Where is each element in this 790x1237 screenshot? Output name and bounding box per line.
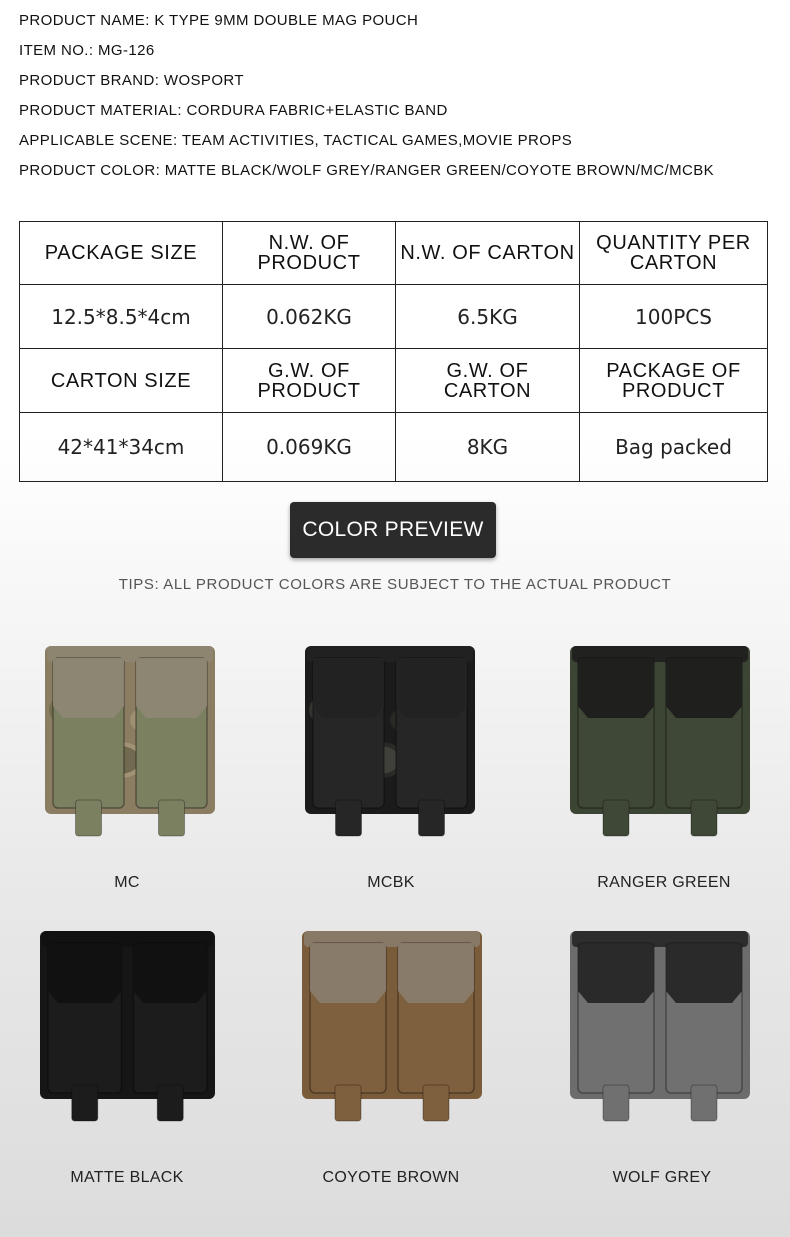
pull-tab [603, 800, 629, 836]
tips-text: TIPS: ALL PRODUCT COLORS ARE SUBJECT TO THE ACTUAL PRODUCT [118, 576, 672, 593]
product-image-mc [40, 640, 220, 840]
pull-tab [603, 1085, 629, 1121]
value-nw-product: 0.062KG [223, 285, 396, 349]
mag-cap [666, 658, 742, 718]
mag-cap [578, 943, 654, 1003]
color-label-coyote-brown: COYOTE BROWN [322, 1169, 460, 1186]
mag-cap [310, 943, 386, 1003]
mag-cap [53, 658, 124, 718]
pull-tab [419, 800, 445, 836]
value-quantity-per-carton: 100PCS [580, 285, 768, 349]
spec-material: PRODUCT MATERIAL: CORDURA FABRIC+ELASTIC BAND [19, 102, 448, 119]
table-row [20, 285, 768, 349]
header-nw-product: N.W. OF PRODUCT [223, 222, 396, 285]
value-package-of-product: Bag packed [580, 413, 768, 482]
mag-cap [48, 943, 122, 1003]
spec-product-name: PRODUCT NAME: K TYPE 9MM DOUBLE MAG POUCH [19, 12, 419, 29]
header-gw-product: G.W. OF PRODUCT [223, 349, 396, 413]
header-package-of-product: PACKAGE OF PRODUCT [580, 349, 768, 413]
spec-brand: PRODUCT BRAND: WOSPORT [19, 72, 244, 89]
mag-cap [578, 658, 654, 718]
color-label-matte-black: MATTE BLACK [70, 1169, 184, 1186]
header-nw-carton: N.W. OF CARTON [396, 222, 580, 285]
value-carton-size: 42*41*34cm [20, 413, 223, 482]
color-preview-button[interactable]: COLOR PREVIEW [290, 502, 496, 558]
color-label-mcbk: MCBK [367, 874, 415, 891]
value-gw-carton: 8KG [396, 413, 580, 482]
table-row [20, 349, 768, 413]
pull-tab [157, 1085, 183, 1121]
mag-cap [136, 658, 207, 718]
spec-item-no: ITEM NO.: MG-126 [19, 42, 155, 59]
pull-tab [72, 1085, 98, 1121]
product-specs [19, 6, 714, 186]
table-row [20, 222, 768, 285]
spec-scene: APPLICABLE SCENE: TEAM ACTIVITIES, TACTICAL GAMES,MOVIE PROPS [19, 132, 573, 149]
color-label-ranger-green: RANGER GREEN [597, 874, 731, 891]
package-table [19, 221, 768, 482]
spec-color: PRODUCT COLOR: MATTE BLACK/WOLF GREY/RANGER GREEN/COYOTE BROWN/MC/MCBK [19, 162, 715, 179]
mag-cap [666, 943, 742, 1003]
product-image-matte-black [35, 925, 220, 1125]
value-nw-carton: 6.5KG [396, 285, 580, 349]
color-label-mc: MC [114, 874, 140, 891]
header-package-size: PACKAGE SIZE [20, 222, 223, 285]
color-label-wolf-grey: WOLF GREY [612, 1169, 712, 1186]
pull-tab [423, 1085, 449, 1121]
product-image-mcbk [300, 640, 480, 840]
mag-cap [134, 943, 208, 1003]
header-quantity-per-carton: QUANTITY PER CARTON [580, 222, 768, 285]
header-carton-size: CARTON SIZE [20, 349, 223, 413]
product-image-coyote-brown [297, 925, 487, 1125]
pull-tab [335, 1085, 361, 1121]
header-gw-carton: G.W. OF CARTON [396, 349, 580, 413]
mag-cap [398, 943, 474, 1003]
product-image-wolf-grey [565, 925, 755, 1125]
table-row [20, 413, 768, 482]
value-package-size: 12.5*8.5*4cm [20, 285, 223, 349]
product-image-ranger-green [565, 640, 755, 840]
pull-tab [336, 800, 362, 836]
mag-cap [313, 658, 384, 718]
pull-tab [691, 800, 717, 836]
pull-tab [691, 1085, 717, 1121]
pull-tab [76, 800, 102, 836]
mag-cap [396, 658, 467, 718]
pull-tab [159, 800, 185, 836]
value-gw-product: 0.069KG [223, 413, 396, 482]
